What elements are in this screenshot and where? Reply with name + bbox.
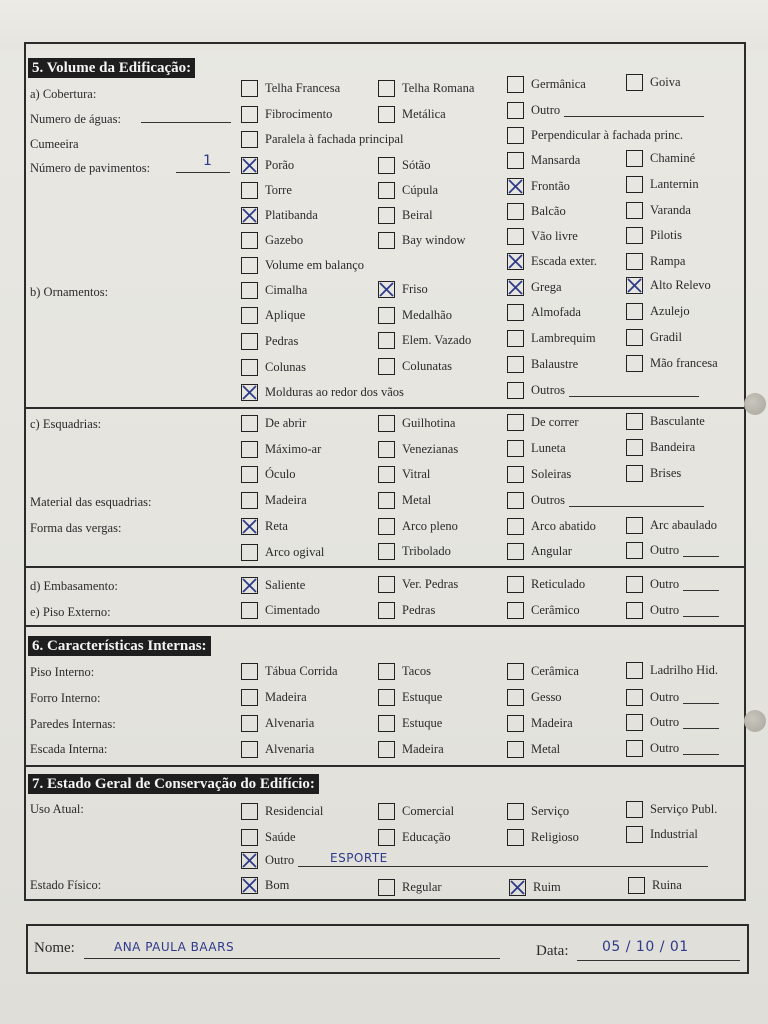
checkbox-label: Elem. Vazado [402,333,472,347]
numero-aguas-field[interactable] [141,122,231,123]
binder-hole [744,710,766,732]
checkbox-label: Friso [402,282,428,296]
checkbox[interactable] [241,466,258,483]
checkbox[interactable] [626,227,643,244]
checkbox[interactable] [378,576,395,593]
checkbox-label: Brises [650,466,682,480]
checkbox[interactable] [378,466,395,483]
checkbox-label: Venezianas [402,442,459,456]
checkbox-label: Outro [650,603,680,617]
checkbox-label: Tribolado [402,544,451,558]
checkbox[interactable] [241,106,258,123]
checkbox[interactable] [626,303,643,320]
checkbox-label: Outro [650,577,680,591]
checkbox[interactable] [378,829,395,846]
label-embasamento: d) Embasamento: [30,579,118,593]
checkbox-label: Escada exter. [531,254,597,268]
checkbox-label: Alvenaria [265,742,315,756]
checkbox-label: Ruim [533,880,561,894]
checkbox[interactable] [378,543,395,560]
checkbox[interactable] [241,415,258,432]
checkbox[interactable] [378,715,395,732]
checkbox[interactable] [507,689,524,706]
checkbox[interactable] [507,803,524,820]
checkbox-label: Metal [531,742,561,756]
label-ornamentos: b) Ornamentos: [30,285,109,299]
label-data: Data: [536,943,569,959]
checkbox-label: Industrial [650,827,698,841]
label-escada-interna: Escada Interna: [30,742,108,756]
checkbox[interactable] [507,382,524,399]
checkbox[interactable] [241,741,258,758]
fill-in-line[interactable] [298,866,708,867]
checkbox[interactable] [626,253,643,270]
checkbox-label: Guilhotina [402,416,456,430]
checkbox-label: Colunas [265,360,306,374]
checkbox-label: Paralela à fachada principal [265,132,404,146]
checkbox-label: Telha Romana [402,81,475,95]
checkbox-label: Varanda [650,203,691,217]
checkbox-checked[interactable] [507,253,524,270]
checkbox[interactable] [378,80,395,97]
checkbox[interactable] [241,602,258,619]
checkbox-label: Arco ogival [265,545,325,559]
checkbox-label: Cúpula [402,183,439,197]
section-header-conservacao: 7. Estado Geral de Conservação do Edifício: [28,774,319,794]
checkbox[interactable] [241,663,258,680]
fill-in-line[interactable] [569,396,699,397]
checkbox-label: De abrir [265,416,307,430]
binder-hole [744,393,766,415]
checkbox[interactable] [378,741,395,758]
checkbox-label: Regular [402,880,442,894]
checkbox-label: Arc abaulado [650,518,717,532]
fill-in-line[interactable] [564,116,704,117]
fill-in-line[interactable] [569,506,704,507]
checkbox[interactable] [378,182,395,199]
checkbox-label: Óculo [265,467,296,481]
label-piso-externo: e) Piso Externo: [30,605,111,619]
checkbox-label: Frontão [531,179,570,193]
data-field[interactable] [577,960,740,961]
checkbox-label: Reta [265,519,288,533]
checkbox-label: Outro [265,853,295,867]
checkbox-label: Goiva [650,75,681,89]
section-header-volume: 5. Volume da Edificação: [28,58,195,78]
checkbox-label: Gesso [531,690,562,704]
checkbox[interactable] [626,413,643,430]
checkbox[interactable] [241,333,258,350]
checkbox-label: Estuque [402,716,443,730]
checkbox[interactable] [241,232,258,249]
checkbox-label: De correr [531,415,579,429]
checkbox-label: Perpendicular à fachada princ. [531,128,684,142]
checkbox-label: Balcão [531,204,566,218]
checkbox[interactable] [628,877,645,894]
fill-in-line[interactable] [683,556,719,557]
checkbox-checked[interactable] [241,384,258,401]
checkbox[interactable] [626,150,643,167]
checkbox[interactable] [378,358,395,375]
checkbox[interactable] [507,543,524,560]
checkbox[interactable] [507,440,524,457]
checkbox[interactable] [507,152,524,169]
checkbox-label: Volume em balanço [265,258,365,272]
checkbox[interactable] [507,518,524,535]
checkbox[interactable] [507,466,524,483]
checkbox-label: Cerâmica [531,664,579,678]
checkbox-checked[interactable] [509,879,526,896]
checkbox[interactable] [241,715,258,732]
fill-in-line[interactable] [683,754,719,755]
checkbox-label: Germânica [531,77,586,91]
label-uso-atual: Uso Atual: [30,802,84,816]
checkbox[interactable] [378,232,395,249]
checkbox-label: Alvenaria [265,716,315,730]
checkbox-label: Madeira [265,690,307,704]
checkbox-label: Vão livre [531,229,578,243]
checkbox-checked[interactable] [241,577,258,594]
checkbox-label: Alto Relevo [650,278,711,292]
checkbox[interactable] [507,76,524,93]
checkbox-checked[interactable] [241,877,258,894]
checkbox[interactable] [507,127,524,144]
checkbox-label: Azulejo [650,304,690,318]
label-piso-interno: Piso Interno: [30,665,95,679]
checkbox[interactable] [626,355,643,372]
checkbox[interactable] [241,441,258,458]
checkbox-label: Estuque [402,690,443,704]
checkbox[interactable] [507,102,524,119]
checkbox[interactable] [626,176,643,193]
checkbox-label: Metálica [402,107,446,121]
checkbox-checked[interactable] [241,207,258,224]
fill-in-line[interactable] [683,728,719,729]
checkbox-label: Gradil [650,330,682,344]
label-material-esquadrias: Material das esquadrias: [30,495,152,509]
handwritten-nome: ANA PAULA BAARS [114,940,235,954]
checkbox[interactable] [626,517,643,534]
checkbox[interactable] [507,228,524,245]
checkbox-label: Balaustre [531,357,579,371]
checkbox-label: Saliente [265,578,306,592]
checkbox[interactable] [378,492,395,509]
checkbox-label: Educação [402,830,451,844]
checkbox-label: Outros [531,493,566,507]
checkbox[interactable] [378,803,395,820]
checkbox[interactable] [378,415,395,432]
checkbox-label: Telha Francesa [265,81,341,95]
checkbox-label: Rampa [650,254,686,268]
checkbox-label: Comercial [402,804,455,818]
checkbox[interactable] [626,602,643,619]
checkbox-label: Almofada [531,305,581,319]
checkbox[interactable] [507,602,524,619]
checkbox-label: Medalhão [402,308,452,322]
checkbox-label: Ver. Pedras [402,577,459,591]
checkbox[interactable] [378,518,395,535]
checkbox[interactable] [626,689,643,706]
checkbox[interactable] [626,714,643,731]
checkbox-label: Ruina [652,878,682,892]
checkbox-label: Religioso [531,830,579,844]
checkbox-label: Mão francesa [650,356,718,370]
checkbox[interactable] [241,359,258,376]
checkbox-label: Outros [531,383,566,397]
checkbox[interactable] [626,329,643,346]
checkbox[interactable] [241,544,258,561]
checkbox-label: Pedras [402,603,436,617]
checkbox-label: Madeira [265,493,307,507]
label-forma-vergas: Forma das vergas: [30,521,122,535]
numero-pavimentos-field[interactable] [176,172,230,173]
checkbox[interactable] [626,439,643,456]
checkbox[interactable] [507,492,524,509]
checkbox[interactable] [378,689,395,706]
checkbox-label: Vitral [402,467,431,481]
checkbox-label: Molduras ao redor dos vãos [265,385,404,399]
checkbox[interactable] [507,330,524,347]
label-numero-pavimentos: Número de pavimentos: [30,161,151,175]
checkbox[interactable] [241,182,258,199]
checkbox[interactable] [241,689,258,706]
checkbox-label: Bom [265,878,290,892]
checkbox-label: Tábua Corrida [265,664,338,678]
checkbox-checked[interactable] [241,157,258,174]
checkbox-label: Lanternin [650,177,699,191]
fill-in-line[interactable] [683,616,719,617]
checkbox-label: Cerâmico [531,603,580,617]
checkbox[interactable] [507,414,524,431]
checkbox[interactable] [626,801,643,818]
checkbox[interactable] [626,740,643,757]
checkbox-label: Serviço [531,804,570,818]
checkbox[interactable] [241,131,258,148]
checkbox[interactable] [626,74,643,91]
label-paredes-internas: Paredes Internas: [30,717,116,731]
checkbox-label: Basculante [650,414,705,428]
checkbox-label: Tacos [402,664,431,678]
checkbox[interactable] [378,663,395,680]
checkbox-checked[interactable] [241,518,258,535]
checkbox-label: Cimalha [265,283,308,297]
handwritten-pavimentos: 1 [203,153,213,169]
checkbox[interactable] [626,662,643,679]
checkbox-label: Outro [650,690,680,704]
checkbox-label: Saúde [265,830,296,844]
checkbox-label: Aplique [265,308,306,322]
checkbox[interactable] [241,80,258,97]
checkbox[interactable] [626,465,643,482]
checkbox-label: Grega [531,280,562,294]
nome-field[interactable] [84,958,500,959]
checkbox-label: Platibanda [265,208,318,222]
checkbox[interactable] [507,203,524,220]
checkbox-checked[interactable] [378,281,395,298]
checkbox[interactable] [241,492,258,509]
checkbox-label: Outro [531,103,561,117]
divider [24,407,746,409]
checkbox-label: Pilotis [650,228,682,242]
checkbox-label: Torre [265,183,292,197]
checkbox-label: Arco pleno [402,519,458,533]
checkbox-checked[interactable] [507,178,524,195]
checkbox-label: Bay window [402,233,466,247]
checkbox-label: Beiral [402,208,433,222]
fill-in-line[interactable] [683,590,719,591]
checkbox-label: Madeira [531,716,573,730]
label-estado-fisico: Estado Físico: [30,878,102,892]
label-numero-aguas: Numero de águas: [30,112,121,126]
checkbox-label: Arco abatido [531,519,596,533]
checkbox-label: Bandeira [650,440,696,454]
checkbox-label: Residencial [265,804,324,818]
checkbox[interactable] [507,356,524,373]
label-esquadrias: c) Esquadrias: [30,417,102,431]
checkbox-label: Angular [531,544,572,558]
label-cobertura: a) Cobertura: [30,87,97,101]
checkbox[interactable] [378,332,395,349]
checkbox-label: Mansarda [531,153,581,167]
checkbox[interactable] [507,829,524,846]
checkbox-label: Serviço Publ. [650,802,718,816]
checkbox-label: Reticulado [531,577,586,591]
checkbox[interactable] [507,741,524,758]
checkbox[interactable] [378,157,395,174]
checkbox[interactable] [507,304,524,321]
checkbox-label: Soleiras [531,467,572,481]
checkbox[interactable] [626,202,643,219]
checkbox[interactable] [507,576,524,593]
divider [24,566,746,568]
checkbox[interactable] [626,826,643,843]
checkbox[interactable] [378,602,395,619]
checkbox-label: Madeira [402,742,444,756]
checkbox-label: Pedras [265,334,299,348]
checkbox-label: Colunatas [402,359,452,373]
label-nome: Nome: [34,940,75,956]
checkbox[interactable] [626,542,643,559]
checkbox-label: Gazebo [265,233,304,247]
checkbox-label: Outro [650,543,680,557]
checkbox[interactable] [241,282,258,299]
checkbox[interactable] [241,829,258,846]
checkbox[interactable] [378,207,395,224]
checkbox[interactable] [378,441,395,458]
label-forro-interno: Forro Interno: [30,691,101,705]
divider [24,765,746,767]
handwritten-data: 05 / 10 / 01 [602,939,689,955]
handwritten-outro-uso: ESPORTE [330,851,388,865]
checkbox-label: Cimentado [265,603,320,617]
checkbox-label: Outro [650,741,680,755]
checkbox-checked[interactable] [507,279,524,296]
checkbox[interactable] [241,803,258,820]
checkbox-label: Metal [402,493,432,507]
checkbox-label: Máximo-ar [265,442,322,456]
checkbox-checked[interactable] [626,277,643,294]
checkbox[interactable] [378,879,395,896]
checkbox-label: Luneta [531,441,566,455]
checkbox-label: Fibrocimento [265,107,333,121]
checkbox[interactable] [626,576,643,593]
checkbox[interactable] [378,307,395,324]
checkbox-label: Sótão [402,158,431,172]
checkbox[interactable] [241,307,258,324]
checkbox[interactable] [241,257,258,274]
checkbox-label: Lambrequim [531,331,596,345]
checkbox-checked[interactable] [241,852,258,869]
section-header-internas: 6. Características Internas: [28,636,211,656]
checkbox-label: Chaminé [650,151,696,165]
checkbox-label: Ladrilho Hid. [650,663,719,677]
fill-in-line[interactable] [683,703,719,704]
checkbox[interactable] [507,663,524,680]
checkbox-label: Porão [265,158,295,172]
divider [24,625,746,627]
label-cumeeira: Cumeeira [30,137,79,151]
checkbox[interactable] [378,106,395,123]
checkbox-label: Outro [650,715,680,729]
checkbox[interactable] [507,715,524,732]
